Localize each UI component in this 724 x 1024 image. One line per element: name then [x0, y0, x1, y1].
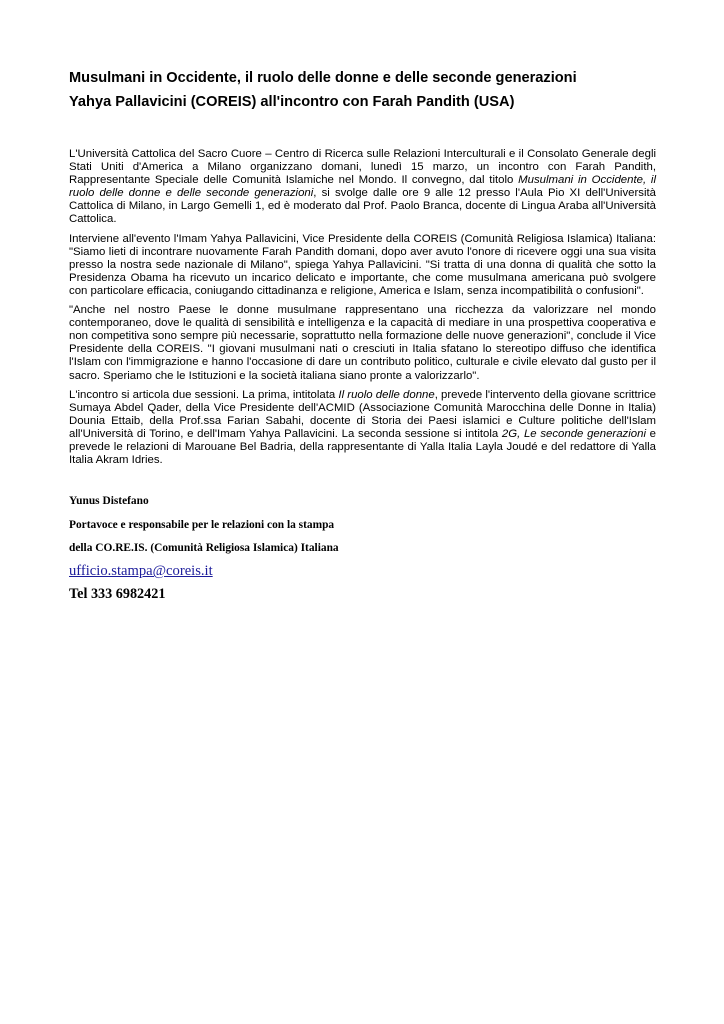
paragraph-4-text-c: , prevede l'intervento della giovane scrittrice Sumaya Abdel Qader, della Vice Presidente dell'ACMID (Associazione Comunità Marocchina delle Donne in Italia) Dounia Ettaib, della Prof.ssa Farian Sabahi, docente di Storia dei Paesi islamici e Culture politiche dell'Islam all'Università di Torino, e dell'Imam Yahya Pallavicini. La seconda sessione si intitola [69, 388, 656, 440]
headline: Musulmani in Occidente, il ruolo delle donne e delle seconde generazioni [69, 70, 577, 86]
article-body [69, 148, 656, 467]
paragraph-2: Interviene all'evento l'Imam Yahya Pallavicini, Vice Presidente della COREIS (Comunità Religiosa Islamica) Italiana: "Siamo lieti di incontrare nuovamente Farah Pandith domani, dopo aver avuto l'onore di ricevere oggi una sua visita presso la nostra sede nazionale di Milano", spiega Yahya Pallavicini. "Si tratta di una donna di qualità che sotto la Presidenza Obama ha ricevuto un incarico delicato e importante, che come musulmana americana può svolgere con particolare efficacia, coniugando cittadinanza e religione, America e Islam, senza incompatibilità o confusioni". [69, 232, 656, 297]
subheadline: Yahya Pallavicini (COREIS) all'incontro con Farah Pandith (USA) [69, 94, 515, 110]
signature-org: della CO.RE.IS. (Comunità Religiosa Islamica) Italiana [69, 542, 339, 555]
event-title: Musulmani in Occidente, il ruolo delle donne e delle seconde generazioni [69, 174, 656, 200]
paragraph-1 [69, 148, 656, 227]
session-1-title: Il ruolo delle donne [338, 388, 435, 401]
paragraph-4-text-a: L'incontro si articola due sessioni. La prima, intitolata [69, 388, 339, 401]
paragraph-1-text-a: L'Università Cattolica del Sacro Cuore – Centro di Ricerca sulle Relazioni Interculturali e il Consolato Generale degli Stati Uniti d'America a Milano organizzano domani, lunedì 15 marzo, un incontro con Farah Pandith, Rappresentante Speciale delle Comunità Islamiche nel Mondo. Il convegno, dal titolo [69, 148, 656, 187]
telephone: Tel 333 6982421 [69, 586, 166, 603]
paragraph-3: "Anche nel nostro Paese le donne musulmane rappresentano una ricchezza da valorizzare nel mondo contemporaneo, dove le qualità di sensibilità e intelligenza e la capacità di mediare in una prospettiva cooperativa e non competitiva sono sempre più necessarie, soprattutto nella formazione delle nuove generazioni", conclude il Vice Presidente della COREIS. "I giovani musulmani nati o cresciuti in Italia sfatano lo stereotipo diffuso che identifica l'Islam con l'immigrazione e hanno l'occasione di dare un contributo politico, culturale e civile elevato dal gusto per il sacro. Speriamo che le Istituzioni e la società italiana siano pronte a valorizzarlo". [69, 304, 656, 382]
signature-role: Portavoce e responsabile per le relazioni con la stampa [69, 519, 335, 532]
session-2-title: 2G, Le seconde generazioni [501, 427, 646, 440]
paragraph-4-text-e: e prevede le relazioni di Marouane Bel Badria, della rappresentante di Yalla Italia Layla Joudé e del redattore di Yalla Italia Akram Idries. [69, 427, 657, 467]
signature-name: Yunus Distefano [69, 495, 149, 508]
email-link[interactable]: ufficio.stampa@coreis.it [69, 563, 213, 580]
signature-block [69, 495, 656, 603]
paragraph-1-text-c: , si svolge dalle ore 9 alle 12 presso l'Aula Pio XI dell'Università Cattolica di Milano, in Largo Gemelli 1, ed è moderato dal Prof. Paolo Branca, docente di Lingua Araba all'Università Cattolica. [69, 187, 657, 226]
paragraph-4 [69, 389, 656, 468]
press-release [69, 66, 656, 603]
